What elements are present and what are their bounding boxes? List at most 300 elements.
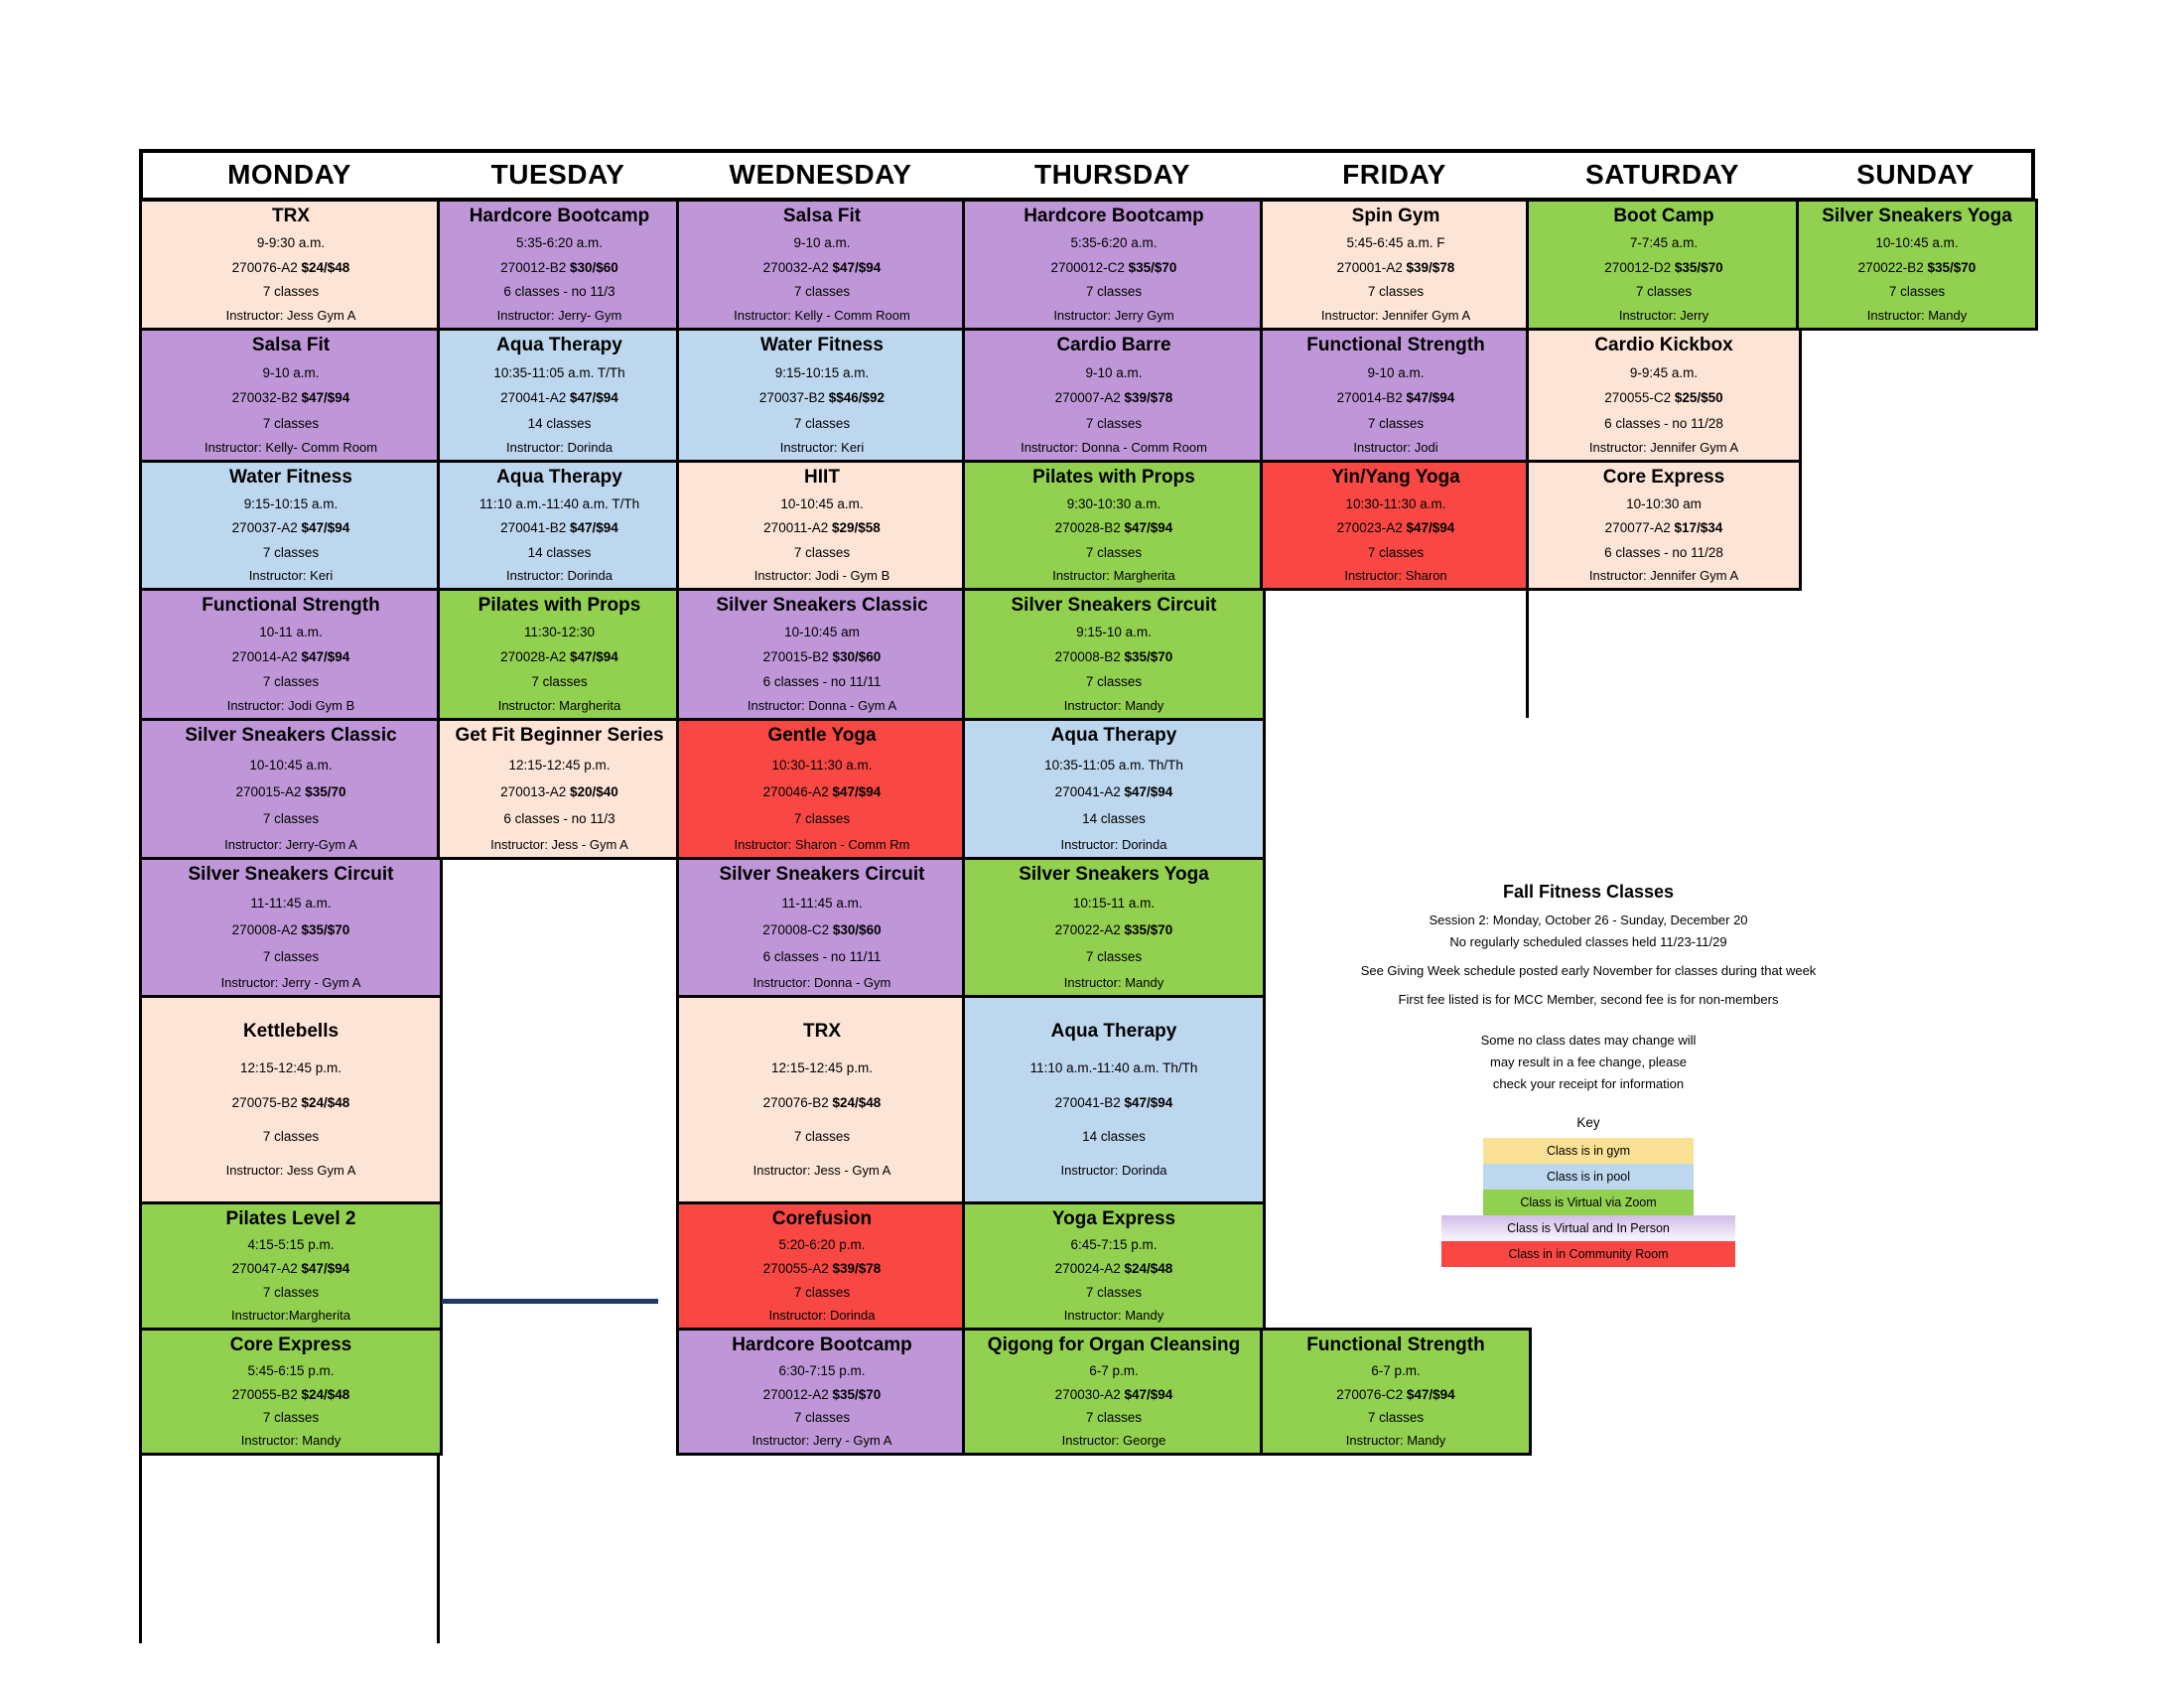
class-time: 12:15-12:45 p.m. xyxy=(239,1060,342,1076)
class-title: Gentle Yoga xyxy=(767,725,877,746)
class-count: 7 classes xyxy=(793,415,851,431)
class-card xyxy=(676,460,968,591)
class-time: 5:35-6:20 a.m. xyxy=(1070,235,1158,251)
class-card xyxy=(962,1201,1266,1331)
class-code-price xyxy=(681,1095,963,1111)
class-price: $24/$48 xyxy=(832,1094,882,1110)
grid-line xyxy=(437,1453,440,1643)
class-code: 270055-B2 xyxy=(231,1386,298,1402)
class-code-price xyxy=(681,1261,963,1277)
key-row-label: Class in in Community Room xyxy=(1508,1247,1669,1261)
class-price: $47/$94 xyxy=(301,390,350,406)
class-price: $47/$94 xyxy=(1124,783,1173,799)
info-line: First fee listed is for MCC Member, second fee is for non-members xyxy=(1398,992,1779,1007)
class-instructor: Instructor: Keri xyxy=(779,440,865,456)
class-code-price xyxy=(681,390,963,406)
class-code-price xyxy=(1265,520,1527,536)
class-title: Aqua Therapy xyxy=(496,335,622,355)
class-time: 5:35-6:20 a.m. xyxy=(515,235,604,251)
class-card xyxy=(962,1328,1266,1456)
class-code: 270055-C2 xyxy=(1604,390,1672,406)
class-instructor: Instructor: Mandy xyxy=(1063,975,1164,991)
class-code-price xyxy=(1531,260,1797,276)
class-time: 9:30-10:30 a.m. xyxy=(1066,495,1161,511)
class-code: 270023-A2 xyxy=(1336,520,1403,536)
class-price: $47/$94 xyxy=(301,520,350,536)
class-price: $30/$60 xyxy=(832,922,882,938)
class-time: 9-9:45 a.m. xyxy=(1629,364,1699,380)
class-price: $30/$60 xyxy=(570,259,618,275)
class-instructor: Instructor: Jodi xyxy=(1353,440,1438,456)
class-code-price xyxy=(144,784,438,800)
class-count: 7 classes xyxy=(1085,674,1143,690)
class-count: 6 classes - no 11/11 xyxy=(762,949,882,965)
class-title: Salsa Fit xyxy=(782,206,862,226)
class-code: 270046-A2 xyxy=(762,783,829,799)
class-card xyxy=(676,995,968,1204)
class-count: 14 classes xyxy=(527,544,592,560)
class-title: Hardcore Bootcamp xyxy=(1024,206,1204,226)
class-count: 7 classes xyxy=(262,1410,320,1426)
class-count: 7 classes xyxy=(1085,1410,1143,1426)
class-title: Water Fitness xyxy=(229,467,352,488)
class-title: Spin Gym xyxy=(1351,206,1440,226)
class-price: $47/$94 xyxy=(1124,1094,1173,1110)
class-time: 10-10:45 a.m. xyxy=(249,757,333,773)
class-code-price xyxy=(1801,260,2033,276)
info-note-line: Some no class dates may change will xyxy=(1480,1033,1697,1048)
class-code-price xyxy=(967,649,1261,665)
class-time: 10-10:45 a.m. xyxy=(780,495,864,511)
class-price: $35/$70 xyxy=(301,922,350,938)
class-card xyxy=(139,1201,443,1331)
class-price: $24/$48 xyxy=(301,259,350,275)
class-card xyxy=(437,199,682,331)
class-price: $35/$70 xyxy=(1128,259,1177,275)
class-time: 9-10 a.m. xyxy=(793,235,851,251)
class-code: 270037-A2 xyxy=(231,520,298,536)
class-instructor: Instructor: Keri xyxy=(248,568,334,584)
class-code-price xyxy=(1265,1387,1527,1403)
class-time: 9-10 a.m. xyxy=(1367,364,1425,380)
class-count: 7 classes xyxy=(262,674,320,690)
class-title: Cardio Barre xyxy=(1056,335,1171,355)
class-time: 9:15-10:15 a.m. xyxy=(243,495,339,511)
class-instructor: Instructor: Mandy xyxy=(1866,308,1968,324)
class-instructor: Instructor: Dorinda xyxy=(506,440,613,456)
class-code: 270008-A2 xyxy=(231,922,298,938)
class-count: 14 classes xyxy=(527,415,592,431)
class-count: 6 classes - no 11/11 xyxy=(762,674,882,690)
class-title: Water Fitness xyxy=(760,335,884,355)
class-price: $47/$94 xyxy=(1124,1386,1173,1402)
class-card xyxy=(962,718,1266,860)
class-price: $20/$40 xyxy=(570,783,618,799)
info-note-line: check your receipt for information xyxy=(1492,1076,1685,1091)
class-instructor: Instructor: Sharon - Comm Rm xyxy=(734,837,910,853)
class-code-price xyxy=(1531,390,1797,406)
class-time: 11:10 a.m.-11:40 a.m. T/Th xyxy=(478,495,640,511)
class-card xyxy=(1260,328,1532,463)
class-code: 270022-A2 xyxy=(1054,922,1121,938)
class-price: $47/$94 xyxy=(570,520,618,536)
class-count: 7 classes xyxy=(262,949,320,965)
class-price: $35/$70 xyxy=(1674,259,1723,275)
class-card xyxy=(1526,460,1802,591)
class-card xyxy=(962,328,1266,463)
class-time: 6:30-7:15 p.m. xyxy=(778,1363,866,1379)
class-price: $47/$94 xyxy=(832,259,882,275)
class-count: 7 classes xyxy=(1367,415,1425,431)
class-count: 7 classes xyxy=(1085,1285,1143,1301)
class-card xyxy=(437,460,682,591)
class-instructor: Instructor: Jess Gym A xyxy=(225,308,356,324)
key-row-label: Class is in gym xyxy=(1546,1144,1631,1158)
class-price: $35/$70 xyxy=(1124,649,1173,665)
class-code: 270041-B2 xyxy=(500,520,567,536)
class-price: $35/$70 xyxy=(1927,259,1977,275)
day-header: THURSDAY xyxy=(1034,159,1190,190)
class-price: $35/70 xyxy=(305,783,346,799)
class-count: 14 classes xyxy=(1082,1129,1146,1145)
class-code: 270008-B2 xyxy=(1054,649,1121,665)
key-row xyxy=(1483,1138,1694,1164)
class-title: Boot Camp xyxy=(1613,206,1714,226)
class-card xyxy=(1260,1328,1532,1456)
class-title: TRX xyxy=(272,206,310,226)
class-count: 7 classes xyxy=(1635,284,1693,300)
class-title: HIIT xyxy=(804,467,840,488)
class-card xyxy=(139,857,443,998)
class-instructor: Instructor: Donna - Comm Room xyxy=(1021,440,1207,456)
class-code: 270012-D2 xyxy=(1604,259,1672,275)
day-header: TUESDAY xyxy=(490,159,625,190)
key-legend xyxy=(1271,1138,1906,1267)
class-code: 270011-A2 xyxy=(763,520,829,536)
class-count: 7 classes xyxy=(1367,544,1425,560)
class-price: $24/$48 xyxy=(301,1094,350,1110)
class-count: 7 classes xyxy=(262,1129,320,1145)
class-card xyxy=(437,328,682,463)
class-title: Silver Sneakers Circuit xyxy=(188,864,394,885)
class-title: Pilates Level 2 xyxy=(225,1208,356,1229)
class-count: 7 classes xyxy=(1085,415,1143,431)
class-instructor: Instructor: Jennifer Gym A xyxy=(1588,568,1739,584)
class-title: Silver Sneakers Circuit xyxy=(1011,595,1217,616)
class-code: 270015-A2 xyxy=(235,783,302,799)
class-card xyxy=(139,460,443,591)
class-code: 270028-A2 xyxy=(500,649,567,665)
class-count: 7 classes xyxy=(1085,544,1143,560)
class-code: 270041-A2 xyxy=(1054,783,1121,799)
class-code: 270022-B2 xyxy=(1857,259,1924,275)
class-count: 6 classes - no 11/28 xyxy=(1604,544,1723,560)
class-count: 7 classes xyxy=(1085,949,1143,965)
class-time: 9:15-10:15 a.m. xyxy=(774,364,870,380)
class-title: Functional Strength xyxy=(202,595,380,616)
class-time: 10:35-11:05 a.m. T/Th xyxy=(493,364,625,380)
class-code-price xyxy=(1265,260,1527,276)
class-card xyxy=(676,1328,968,1456)
class-code: 270014-B2 xyxy=(1336,390,1403,406)
class-title: Silver Sneakers Circuit xyxy=(719,864,925,885)
class-code: 270028-B2 xyxy=(1054,520,1121,536)
class-count: 7 classes xyxy=(262,544,320,560)
class-instructor: Instructor: Jodi Gym B xyxy=(226,698,355,714)
class-time: 7-7:45 a.m. xyxy=(1629,235,1699,251)
class-instructor: Instructor: Kelly - Comm Room xyxy=(734,308,910,324)
class-title: Aqua Therapy xyxy=(1050,725,1177,746)
class-code: 270037-B2 xyxy=(758,390,825,406)
class-instructor: Instructor: Jennifer Gym A xyxy=(1320,308,1471,324)
class-time: 9-10 a.m. xyxy=(262,364,320,380)
class-code: 270076-B2 xyxy=(762,1094,829,1110)
class-time: 6:45-7:15 p.m. xyxy=(1070,1237,1158,1253)
class-price: $25/$50 xyxy=(1674,390,1723,406)
class-code-price xyxy=(1265,390,1527,406)
class-code: 270076-A2 xyxy=(231,259,298,275)
class-title: Functional Strength xyxy=(1306,1335,1485,1355)
class-instructor: Instructor: Dorinda xyxy=(1060,837,1167,853)
class-time: 10-11 a.m. xyxy=(259,625,323,640)
class-card xyxy=(676,857,968,998)
day-header: SATURDAY xyxy=(1585,159,1739,190)
class-code-price xyxy=(144,1095,438,1111)
class-card xyxy=(437,588,682,721)
key-row-label: Class is Virtual via Zoom xyxy=(1520,1196,1657,1209)
class-code: 270012-A2 xyxy=(762,1386,829,1402)
class-card xyxy=(676,1201,968,1331)
info-note-line: may result in a fee change, please xyxy=(1489,1055,1687,1069)
class-count: 6 classes - no 11/3 xyxy=(503,284,615,300)
class-card xyxy=(139,718,443,860)
class-code: 270041-A2 xyxy=(500,390,567,406)
key-row xyxy=(1483,1164,1694,1190)
class-instructor: Instructor: Dorinda xyxy=(506,568,613,584)
class-title: Aqua Therapy xyxy=(496,467,622,488)
class-code: 270032-B2 xyxy=(231,390,298,406)
day-header: FRIDAY xyxy=(1342,159,1446,190)
class-card xyxy=(1796,199,2038,331)
class-code-price xyxy=(681,1387,963,1403)
class-title: Core Express xyxy=(1602,467,1725,488)
class-instructor: Instructor: Donna - Gym xyxy=(752,975,891,991)
class-card xyxy=(139,995,443,1204)
class-code: 270076-C2 xyxy=(1336,1386,1404,1402)
info-line: Session 2: Monday, October 26 - Sunday, December 20 xyxy=(1429,913,1748,927)
class-time: 11:10 a.m.-11:40 a.m. Th/Th xyxy=(1029,1060,1198,1076)
class-time: 10-10:30 am xyxy=(1626,495,1702,511)
class-code-price xyxy=(967,1387,1261,1403)
class-count: 7 classes xyxy=(793,1410,851,1426)
class-instructor: Instructor: Donna - Gym A xyxy=(747,698,897,714)
class-count: 6 classes - no 11/3 xyxy=(503,810,615,826)
class-card xyxy=(1526,328,1802,463)
class-code-price xyxy=(144,649,438,665)
class-code: 270008-C2 xyxy=(762,922,830,938)
class-title: Hardcore Bootcamp xyxy=(732,1335,912,1355)
class-time: 5:45-6:15 p.m. xyxy=(247,1363,335,1379)
class-title: Pilates with Props xyxy=(1032,467,1195,488)
class-code: 270047-A2 xyxy=(231,1261,298,1277)
class-price: $39/$78 xyxy=(832,1261,882,1277)
class-instructor: Instructor: Jerry - Gym A xyxy=(751,1433,892,1449)
class-price: $29/$58 xyxy=(832,520,881,536)
class-code-price xyxy=(967,784,1261,800)
key-row-label: Class is in pool xyxy=(1546,1170,1631,1184)
class-title: Get Fit Beginner Series xyxy=(455,725,664,746)
class-instructor: Instructor: Jerry Gym xyxy=(1053,308,1174,324)
class-instructor: Instructor: Dorinda xyxy=(1060,1162,1167,1178)
class-count: 7 classes xyxy=(262,415,320,431)
class-code: 270055-A2 xyxy=(762,1261,829,1277)
class-price: $35/$70 xyxy=(1124,922,1173,938)
class-card xyxy=(1260,199,1532,331)
class-time: 9-10 a.m. xyxy=(1085,364,1143,380)
class-instructor: Instructor: Jess - Gym A xyxy=(490,837,628,853)
class-title: Salsa Fit xyxy=(251,335,331,355)
class-count: 7 classes xyxy=(262,284,320,300)
class-time: 11-11:45 a.m. xyxy=(781,896,863,912)
class-time: 10:30-11:30 a.m. xyxy=(1345,495,1446,511)
class-code-price xyxy=(1531,520,1797,536)
class-title: Core Express xyxy=(229,1335,352,1355)
class-instructor: Instructor: Margherita xyxy=(1052,568,1175,584)
class-time: 6-7 p.m. xyxy=(1089,1363,1139,1379)
class-price: $24/$48 xyxy=(1124,1261,1173,1277)
class-count: 7 classes xyxy=(793,1129,851,1145)
class-price: $17/$34 xyxy=(1674,520,1723,536)
class-card xyxy=(962,460,1266,591)
class-time: 12:15-12:45 p.m. xyxy=(508,757,611,773)
annotation-line xyxy=(442,1299,658,1304)
class-code-price xyxy=(144,260,438,276)
class-code: 270013-A2 xyxy=(500,783,567,799)
class-price: $47/$94 xyxy=(832,783,882,799)
class-price: $47/$94 xyxy=(1124,520,1173,536)
key-row xyxy=(1441,1215,1735,1241)
class-instructor: Instructor: Jerry - Gym A xyxy=(220,975,361,991)
class-time: 10-10:45 am xyxy=(784,625,860,640)
class-count: 7 classes xyxy=(793,284,851,300)
class-code: 270041-B2 xyxy=(1054,1094,1121,1110)
class-code-price xyxy=(144,390,438,406)
class-code-price xyxy=(442,520,677,536)
grid-line xyxy=(139,1453,142,1643)
grid-line xyxy=(1526,588,1529,718)
class-card xyxy=(962,588,1266,721)
class-price: $39/$78 xyxy=(1124,390,1173,406)
class-instructor: Instructor: Mandy xyxy=(1345,1433,1446,1449)
class-title: Cardio Kickbox xyxy=(1594,335,1733,355)
class-card xyxy=(676,718,968,860)
class-code-price xyxy=(967,390,1261,406)
class-time: 5:45-6:45 a.m. F xyxy=(1346,235,1445,251)
class-count: 7 classes xyxy=(793,810,851,826)
class-price: $24/$48 xyxy=(301,1386,350,1402)
class-price: $47/$94 xyxy=(570,649,618,665)
class-instructor: Instructor: Mandy xyxy=(1063,698,1164,714)
class-price: $47/$94 xyxy=(1406,390,1455,406)
class-count: 14 classes xyxy=(1082,810,1146,826)
class-instructor: Instructor: Jennifer Gym A xyxy=(1588,440,1739,456)
class-time: 10:15-11 a.m. xyxy=(1072,896,1156,912)
key-row xyxy=(1483,1190,1694,1215)
class-code: 270075-B2 xyxy=(231,1094,298,1110)
class-instructor: Instructor: Kelly- Comm Room xyxy=(204,440,378,456)
class-count: 7 classes xyxy=(1367,1410,1425,1426)
class-instructor: Instructor: Jerry-Gym A xyxy=(224,837,357,853)
class-title: Yin/Yang Yoga xyxy=(1331,467,1460,488)
class-card xyxy=(139,588,443,721)
class-card xyxy=(139,199,443,331)
class-code: 270012-B2 xyxy=(500,259,567,275)
class-instructor: Instructor: Dorinda xyxy=(768,1308,876,1324)
class-code: 2700012-C2 xyxy=(1050,259,1125,275)
class-code-price xyxy=(144,1387,438,1403)
class-instructor: Instructor: Mandy xyxy=(240,1433,341,1449)
info-title: Fall Fitness Classes xyxy=(1502,882,1675,902)
class-time: 9:15-10 a.m. xyxy=(1076,625,1152,640)
class-title: Silver Sneakers Classic xyxy=(716,595,928,616)
class-title: Qigong for Organ Cleansing xyxy=(987,1335,1241,1355)
class-title: TRX xyxy=(803,1021,841,1043)
class-card xyxy=(1260,460,1532,591)
class-instructor: Instructor: Mandy xyxy=(1063,1308,1164,1324)
day-header: SUNDAY xyxy=(1856,159,1975,190)
key-row-label: Class is Virtual and In Person xyxy=(1507,1221,1670,1235)
class-instructor: Instructor: Jerry- Gym xyxy=(496,308,622,324)
class-code: 270014-A2 xyxy=(231,649,298,665)
class-title: Silver Sneakers Classic xyxy=(185,725,397,746)
class-instructor: Instructor: Sharon xyxy=(1344,568,1447,584)
class-price: $39/$78 xyxy=(1406,259,1455,275)
class-instructor: Instructor: George xyxy=(1061,1433,1166,1449)
class-code-price xyxy=(681,922,963,938)
class-price: $47/$94 xyxy=(301,649,350,665)
class-title: Corefusion xyxy=(771,1208,873,1229)
class-count: 7 classes xyxy=(531,674,588,690)
class-code-price xyxy=(967,922,1261,938)
class-code: 270001-A2 xyxy=(1336,259,1403,275)
class-count: 7 classes xyxy=(262,1285,320,1301)
class-count: 7 classes xyxy=(793,544,851,560)
class-card xyxy=(437,718,682,860)
class-code-price xyxy=(144,520,438,536)
class-card xyxy=(676,328,968,463)
class-time: 4:15-5:15 p.m. xyxy=(247,1237,335,1253)
class-price: $$46/$92 xyxy=(828,390,886,406)
class-time: 10:30-11:30 a.m. xyxy=(771,757,873,773)
class-code: 270015-B2 xyxy=(762,649,829,665)
class-card xyxy=(962,857,1266,998)
class-instructor: Instructor: Jerry xyxy=(1618,308,1709,324)
class-title: Silver Sneakers Yoga xyxy=(1019,864,1209,885)
class-price: $47/$94 xyxy=(301,1261,350,1277)
class-count: 7 classes xyxy=(1367,284,1425,300)
class-count: 7 classes xyxy=(793,1285,851,1301)
class-instructor: Instructor: Margherita xyxy=(497,698,621,714)
class-code-price xyxy=(442,390,677,406)
class-time: 12:15-12:45 p.m. xyxy=(770,1060,874,1076)
class-code: 270007-A2 xyxy=(1054,390,1121,406)
day-header: MONDAY xyxy=(227,159,351,190)
class-count: 7 classes xyxy=(1888,284,1946,300)
class-title: Hardcore Bootcamp xyxy=(469,206,650,226)
class-time: 10:35-11:05 a.m. Th/Th xyxy=(1044,757,1183,773)
class-instructor: Instructor:Margherita xyxy=(231,1308,350,1324)
class-price: $47/$94 xyxy=(1406,1386,1455,1402)
